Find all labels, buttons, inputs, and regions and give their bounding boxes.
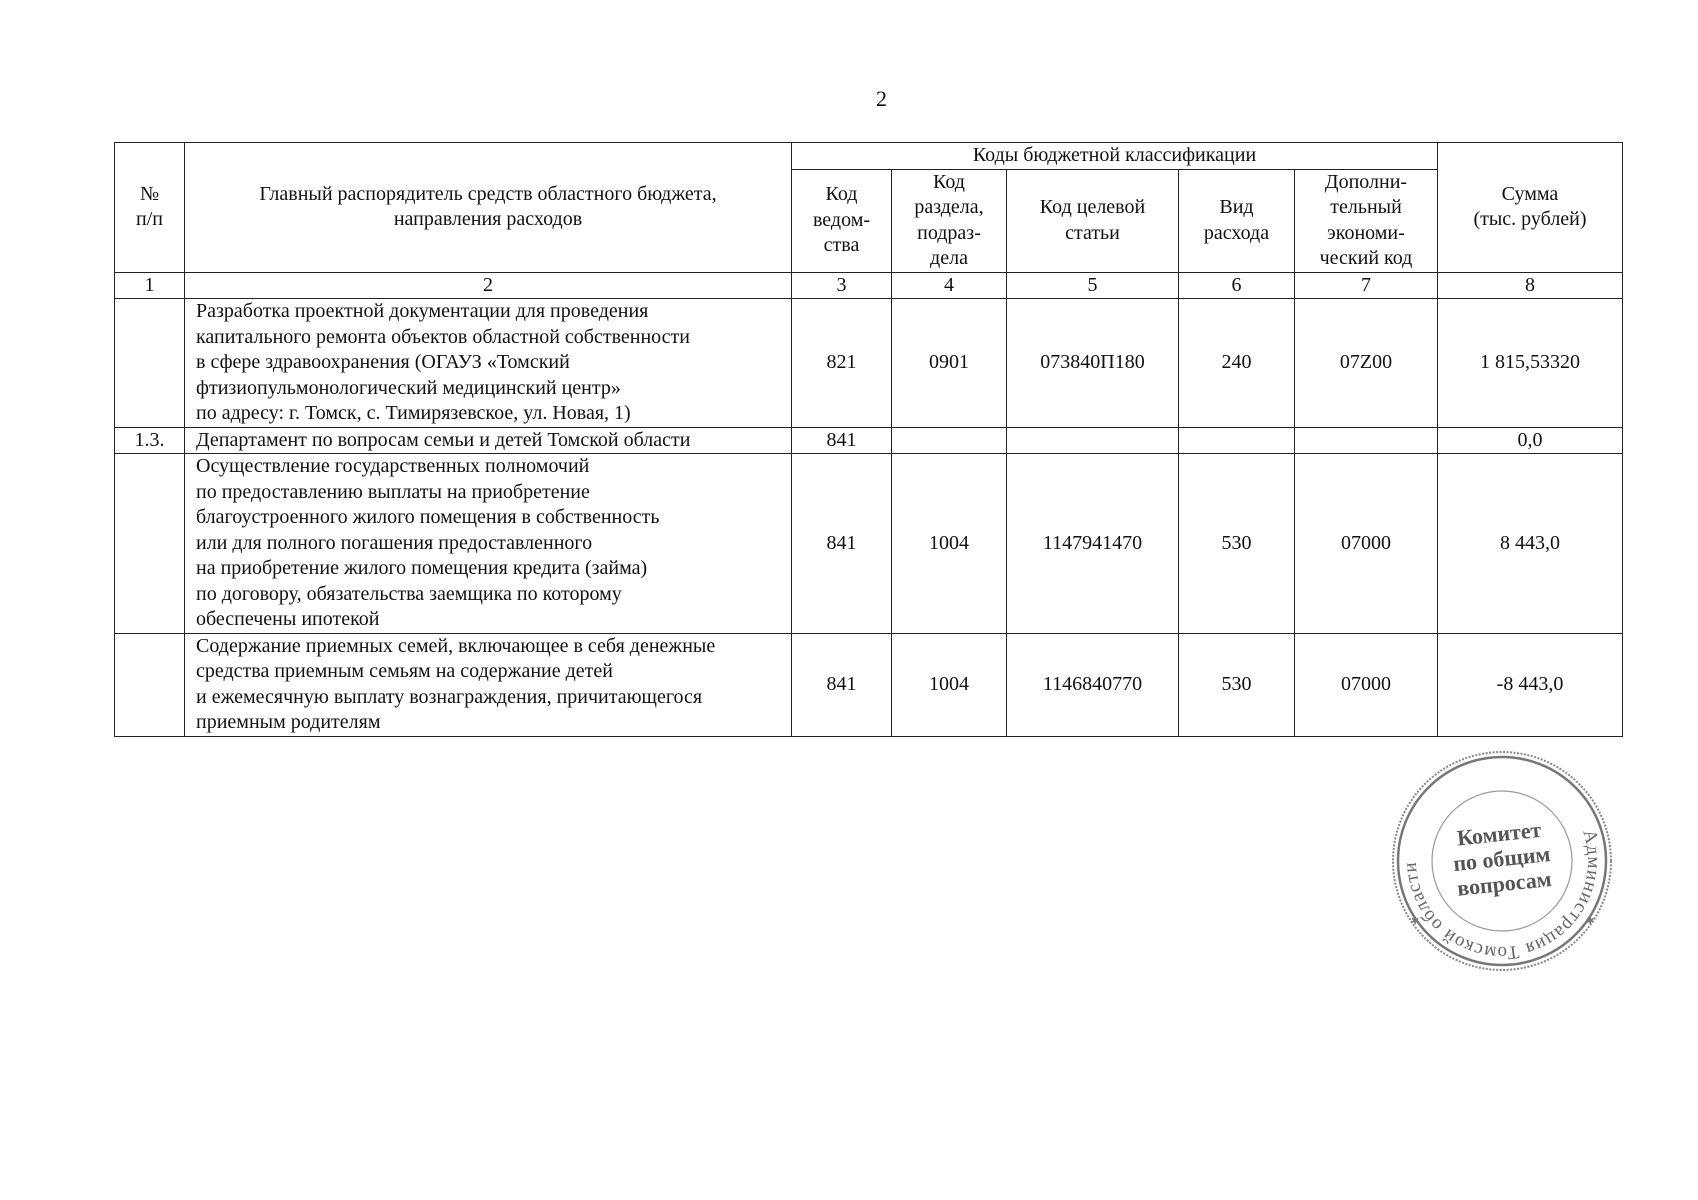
row-text: Осуществление государственных полномочий по предоставлению выплаты на приобретение благоустроенного жилого помещения в собственность или для полного погашения предоставленного на приобретение жилого помещения кредита (займа) по договору, обязательства заемщика по которому обеспечены ипотекой — [185, 454, 792, 634]
row-kind-code — [1179, 427, 1295, 454]
row-dept-code: 841 — [792, 427, 892, 454]
row-target-code: 073840П180 — [1007, 299, 1179, 428]
column-index: 3 — [792, 272, 892, 299]
seal-line: по общим — [1451, 840, 1552, 877]
header-code-target: Код целевой статьи — [1007, 169, 1179, 272]
column-index-row — [115, 272, 1623, 299]
column-index: 6 — [1179, 272, 1295, 299]
header-sum: Сумма (тыс. рублей) — [1438, 143, 1623, 273]
seal-star-icon: ✱ — [1411, 916, 1420, 927]
row-section-code: 0901 — [892, 299, 1007, 428]
official-seal — [1389, 748, 1615, 974]
header-row — [115, 143, 1623, 170]
row-dept-code: 821 — [792, 299, 892, 428]
table-row — [115, 299, 1623, 428]
row-eco-code — [1295, 427, 1438, 454]
row-sum: -8 443,0 — [1438, 633, 1623, 736]
column-index: 4 — [892, 272, 1007, 299]
seal-line: вопросам — [1455, 865, 1553, 901]
header-codes-group: Коды бюджетной классификации — [792, 143, 1438, 170]
row-text: Содержание приемных семей, включающее в себя денежные средства приемным семьям на содержание детей и ежемесячную выплату вознаграждения, причитающегося приемным родителям — [185, 633, 792, 736]
header-main: Главный распорядитель средств областного бюджета, направления расходов — [185, 143, 792, 273]
row-sum: 0,0 — [1438, 427, 1623, 454]
column-index: 1 — [115, 272, 185, 299]
header-no: № п/п — [115, 143, 185, 273]
budget-table — [114, 142, 1623, 737]
row-kind-code: 530 — [1179, 454, 1295, 634]
header-code-eco: Дополни- тельный экономи- ческий код — [1295, 169, 1438, 272]
row-no — [115, 299, 185, 428]
header-code-kind: Вид расхода — [1179, 169, 1295, 272]
column-index: 7 — [1295, 272, 1438, 299]
row-text: Разработка проектной документации для проведения капитального ремонта объектов областной собственности в сфере здравоохранения (ОГАУЗ «Томский фтизиопульмонологический медицинский центр» по адресу: г. Томск, с. Тимирязевское, ул. Новая, 1) — [185, 299, 792, 428]
row-target-code: 1147941470 — [1007, 454, 1179, 634]
row-eco-code: 07000 — [1295, 633, 1438, 736]
row-dept-code: 841 — [792, 633, 892, 736]
row-target-code: 1146840770 — [1007, 633, 1179, 736]
row-no — [115, 633, 185, 736]
column-index: 8 — [1438, 272, 1623, 299]
row-section-code — [892, 427, 1007, 454]
row-dept-code: 841 — [792, 454, 892, 634]
seal-ring-text: Администрация Томской области — [1399, 827, 1605, 964]
table-row — [115, 427, 1623, 454]
row-kind-code: 240 — [1179, 299, 1295, 428]
seal-star-icon: ✱ — [1586, 916, 1595, 927]
header-code-dept: Код ведом- ства — [792, 169, 892, 272]
header-code-section: Код раздела, подраз- дела — [892, 169, 1007, 272]
column-index: 2 — [185, 272, 792, 299]
row-eco-code: 07000 — [1295, 454, 1438, 634]
table-row — [115, 454, 1623, 634]
row-text: Департамент по вопросам семьи и детей Томской области — [185, 427, 792, 454]
row-section-code: 1004 — [892, 633, 1007, 736]
table-row — [115, 633, 1623, 736]
row-no: 1.3. — [115, 427, 185, 454]
row-sum: 1 815,53320 — [1438, 299, 1623, 428]
seal-graphic — [1389, 748, 1615, 974]
row-section-code: 1004 — [892, 454, 1007, 634]
row-kind-code: 530 — [1179, 633, 1295, 736]
row-no — [115, 454, 185, 634]
column-index: 5 — [1007, 272, 1179, 299]
seal-line: Комитет — [1455, 816, 1543, 851]
row-target-code — [1007, 427, 1179, 454]
row-sum: 8 443,0 — [1438, 454, 1623, 634]
page-number: 2 — [876, 86, 887, 111]
row-eco-code: 07Z00 — [1295, 299, 1438, 428]
